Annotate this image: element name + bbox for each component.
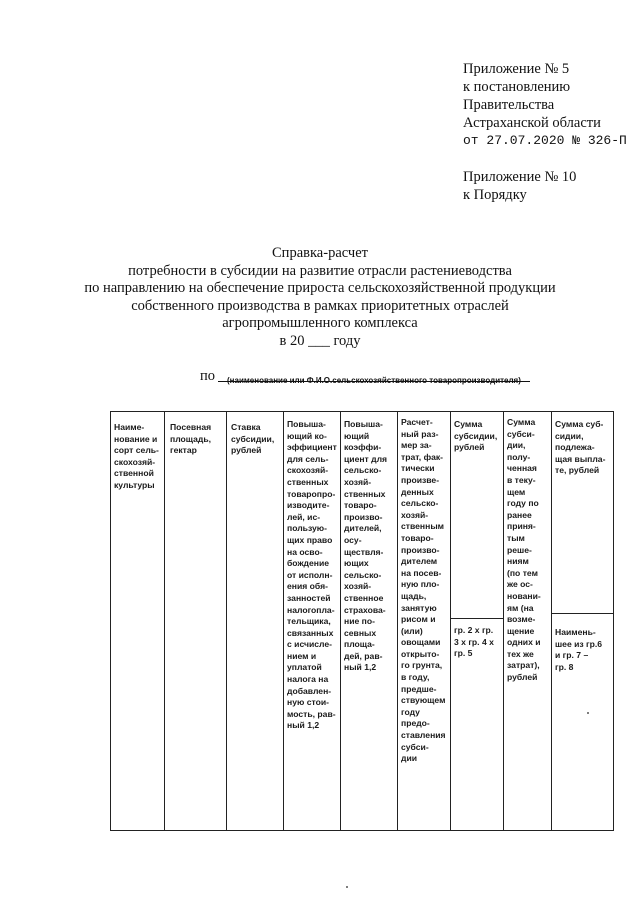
header-crop-name: Наиме- нование и сорт сель- скохозяй- ственной культуры: [114, 422, 159, 490]
appendix-procedure-number: Приложение № 10: [463, 169, 577, 185]
title-line-1: Справка-расчет: [272, 245, 368, 261]
header-subsidy-rate: Ставка субсидии, рублей: [231, 422, 275, 456]
calculation-table: [110, 411, 614, 831]
document-title: [0, 245, 640, 350]
header-subsidy-payable: Сумма суб- сидии, подлежа- щая выпла- те, рублей: [555, 419, 606, 476]
row-divider-col7: [450, 618, 503, 619]
appendix-procedure-ref: к Порядку: [463, 187, 527, 203]
header-vat-coefficient: Повыша- ющий ко- эффициент для сель- скохозяй- ственных товаропро- изводите- лей, ис- пользую- щих право на осво- бождение от исполн- ения обя- занностей налогопла- тельщика, связанных с исчисле- нием и уплатой налога на добавлен- ную стои- мость, рав- ный 1,2: [287, 419, 337, 731]
appendix-government: Правительства: [463, 97, 555, 113]
title-line-2: потребности в субсидии на развитие отрасли растениеводства: [128, 262, 512, 279]
col-divider: [503, 412, 504, 830]
header-insurance-coefficient: Повыша- ющий коэффи- циент для сельско- хозяй- ственных товаро- произво- дителей, осу- ществля- ющих сельско- хозяй- ственное страхова- ние по- севных площа- дей, рав- ный 1,2: [344, 419, 388, 673]
producer-caption: (наименование или Ф.И.О.сельскохозяйственного товаропроизводителя): [227, 376, 521, 385]
producer-prefix: по: [200, 368, 216, 384]
row-divider-col9: [551, 613, 613, 614]
title-line-6: в 20 ___ году: [279, 332, 361, 349]
header-estimated-costs: Расчет- ный раз- мер за- трат, фак- тически произве- денных сельско- хозяй- ственным товаро- произво- дителем на посев- ную пло- щадь, занятую рисом и (или) овощами открыто- го грунта, в году, предше- ствующем году предо- ставления субси- дии: [401, 417, 446, 764]
formula-subsidy-payable: Наимень- шее из гр.6 и гр. 7 – гр. 8: [555, 627, 603, 672]
appendix-resolution-ref: к постановлению: [463, 79, 571, 95]
title-line-4: собственного производства в рамках приоритетных отраслей: [131, 297, 509, 314]
formula-subsidy-amount: гр. 2 х гр. 3 х гр. 4 х гр. 5: [454, 625, 494, 659]
col-divider: [283, 412, 284, 830]
title-line-5: агропромышленного комплекса: [222, 315, 418, 331]
title-line-3: по направлению на обеспечение прироста сельскохозяйственной продукции: [84, 280, 556, 296]
appendix-date: от 27.07.2020 № 326-П: [463, 133, 627, 148]
header-subsidy-received: Сумма субси- дии, полу- ченная в теку- щем году по ранее приня- тым реше- ниям (по тем же ос- новани- ям (на возме- щение одних и тех же затрат), рублей: [507, 417, 541, 683]
header-subsidy-amount: Сумма субсидии, рублей: [454, 419, 498, 453]
col-divider: [164, 412, 165, 830]
scan-speck: [587, 712, 589, 714]
col-divider: [226, 412, 227, 830]
scan-speck: [346, 886, 348, 888]
appendix-header: [463, 60, 627, 204]
header-sown-area: Посевная площадь, гектар: [170, 422, 212, 456]
appendix-region: Астраханской области: [463, 115, 601, 131]
appendix-number: Приложение № 5: [463, 61, 570, 77]
